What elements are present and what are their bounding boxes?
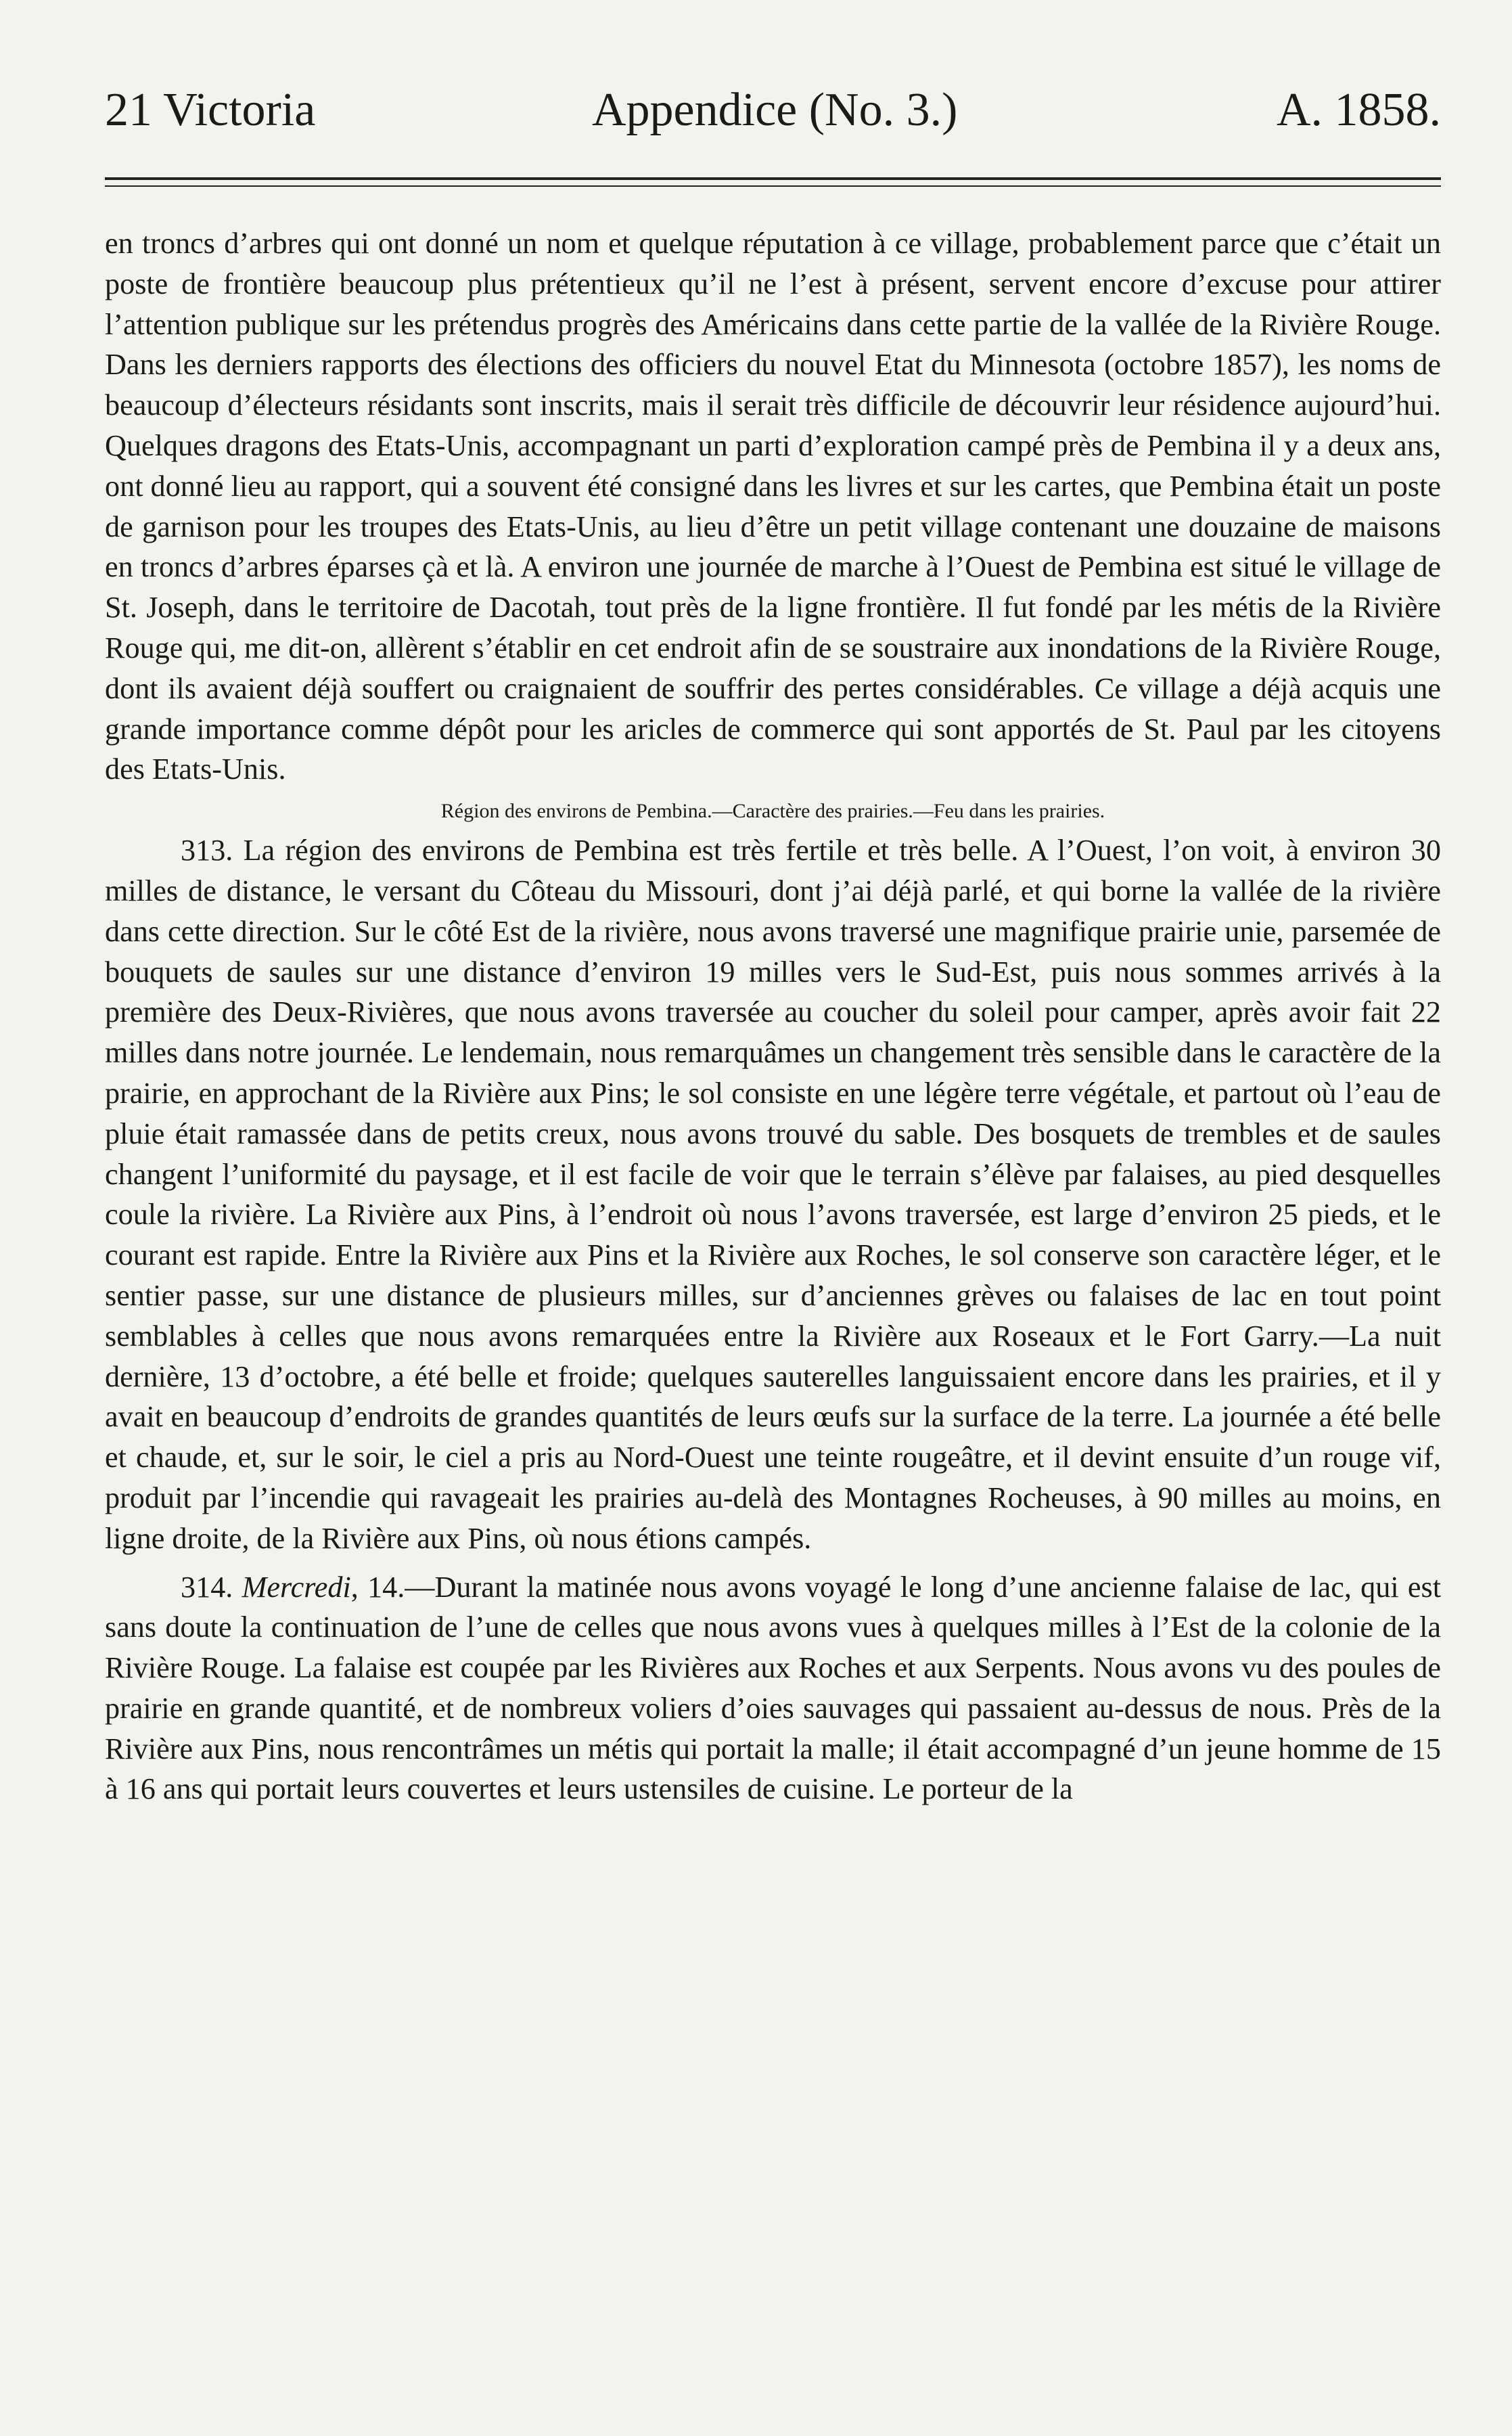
body-text [105, 223, 1441, 1809]
header-year: A. 1858. [1276, 84, 1441, 136]
paragraph-314 [105, 1567, 1441, 1810]
section-sidenote: Région des environs de Pembina.—Caractère des prairies.—Feu dans les prairies. [440, 800, 1105, 823]
paragraph-continuation: en troncs d’arbres qui ont donné un nom et quelque réputation à ce village, probablement parce que c’était un poste de frontière beaucoup plus prétentieux qu’il ne l’est à présent, servent encore d’excuse pour attirer l’attention publique sur les prétendus progrès des Américains dans cette partie de la vallée de la Rivière Rouge. Dans les derniers rapports des élections des officiers du nouvel Etat du Minnesota (octobre 1857), les noms de beaucoup d’électeurs résidants sont inscrits, mais il serait très difficile de découvrir leur résidence aujourd’hui. Quelques dragons des Etats-Unis, accompagnant un parti d’exploration campé près de Pembina il y a deux ans, ont donné lieu au rapport, qui a souvent été consigné dans les livres et sur les cartes, que Pembina était un poste de garnison pour les troupes des Etats-Unis, au lieu d’être un petit village contenant une douzaine de maisons en troncs d’arbres éparses çà et là. A environ une journée de marche à l’Ouest de Pembina est situé le village de St. Joseph, dans le territoire de Dacotah, tout près de la ligne frontière. Il fut fondé par les métis de la Rivière Rouge qui, me dit-on, allèrent s’établir en cet endroit afin de se soustraire aux inondations de la Rivière Rouge, dont ils avaient déjà souffert ou craignaient de souffrir des pertes considérables. Ce village a déjà acquis une grande importance comme dépôt pour les aricles de commerce qui sont apportés de St. Paul par les citoyens des Etats-Unis. [105, 227, 1441, 786]
paragraph-314-day: Mercredi [242, 1570, 351, 1604]
header-session: 21 Victoria [105, 84, 316, 136]
header-appendix-title: Appendice (No. 3.) [592, 84, 958, 136]
paragraph-313: 313. La région des environs de Pembina est très fertile et très belle. A l’Ouest, l’on voit, à environ 30 milles de distance, le versant du Côteau du Missouri, dont j’ai déjà parlé, et qui borne la vallée de la rivière dans cette direction. Sur le côté Est de la rivière, nous avons traversé une magnifique prairie unie, parsemée de bouquets de saules sur une distance d’environ 19 milles vers le Sud-Est, puis nous sommes arrivés à la première des Deux-Rivières, que nous avons traversée au coucher du soleil pour camper, après avoir fait 22 milles dans notre journée. Le lendemain, nous remarquâmes un changement très sensible dans le caractère de la prairie, en approchant de la Rivière aux Pins; le sol consiste en une légère terre végétale, et partout où l’eau de pluie était ramassée dans de petits creux, nous avons trouvé du sable. Des bosquets de trembles et de saules changent l’uniformité du paysage, et il est facile de voir que le terrain s’élève par falaises, au pied desquelles coule la rivière. La Rivière aux Pins, à l’endroit où nous l’avons traversée, est large d’environ 25 pieds, et le courant est rapide. Entre la Rivière aux Pins et la Rivière aux Roches, le sol conserve son caractère léger, et le sentier passe, sur une distance de plusieurs milles, sur d’anciennes grèves ou falaises de lac en tout point semblables à celles que nous avons remarquées entre la Rivière aux Roseaux et le Fort Garry.—La nuit dernière, 13 d’octobre, a été belle et froide; quelques sauterelles languissaient encore dans les prairies, et il y avait en beaucoup d’endroits de grandes quantités de leurs œufs sur la surface de la terre. La journée a été belle et chaude, et, sur le soir, le ciel a pris au Nord-Ouest une teinte rougeâtre, et il devint ensuite d’un rouge vif, produit par l’incendie qui ravageait les prairies au-delà des Montagnes Rocheuses, à 90 milles au moins, en ligne droite, de la Rivière aux Pins, où nous étions campés. [105, 834, 1441, 1555]
header-rule-thin [105, 185, 1441, 187]
page-header [105, 80, 1441, 141]
paragraph-314-text: , 14.—Durant la matinée nous avons voyagé le long d’une ancienne falaise de lac, qui est sans doute la continuation de l’une de celles que nous avons vues à quelques milles à l’Est de la colonie de la Rivière Rouge. La falaise est coupée par les Rivières aux Roches et aux Serpents. Nous avons vu des poules de prairie en grande quantité, et de nombreux voliers d’oies sauvages qui passaient au-dessus de nous. Près de la Rivière aux Pins, nous rencontrâmes un métis qui portait la malle; il était accompagné d’un jeune homme de 15 à 16 ans qui portait leurs couvertes et leurs ustensiles de cuisine. Le porteur de la [105, 1570, 1442, 1806]
paragraph-314-number: 314. [181, 1570, 233, 1604]
header-rule-thick [105, 177, 1441, 180]
